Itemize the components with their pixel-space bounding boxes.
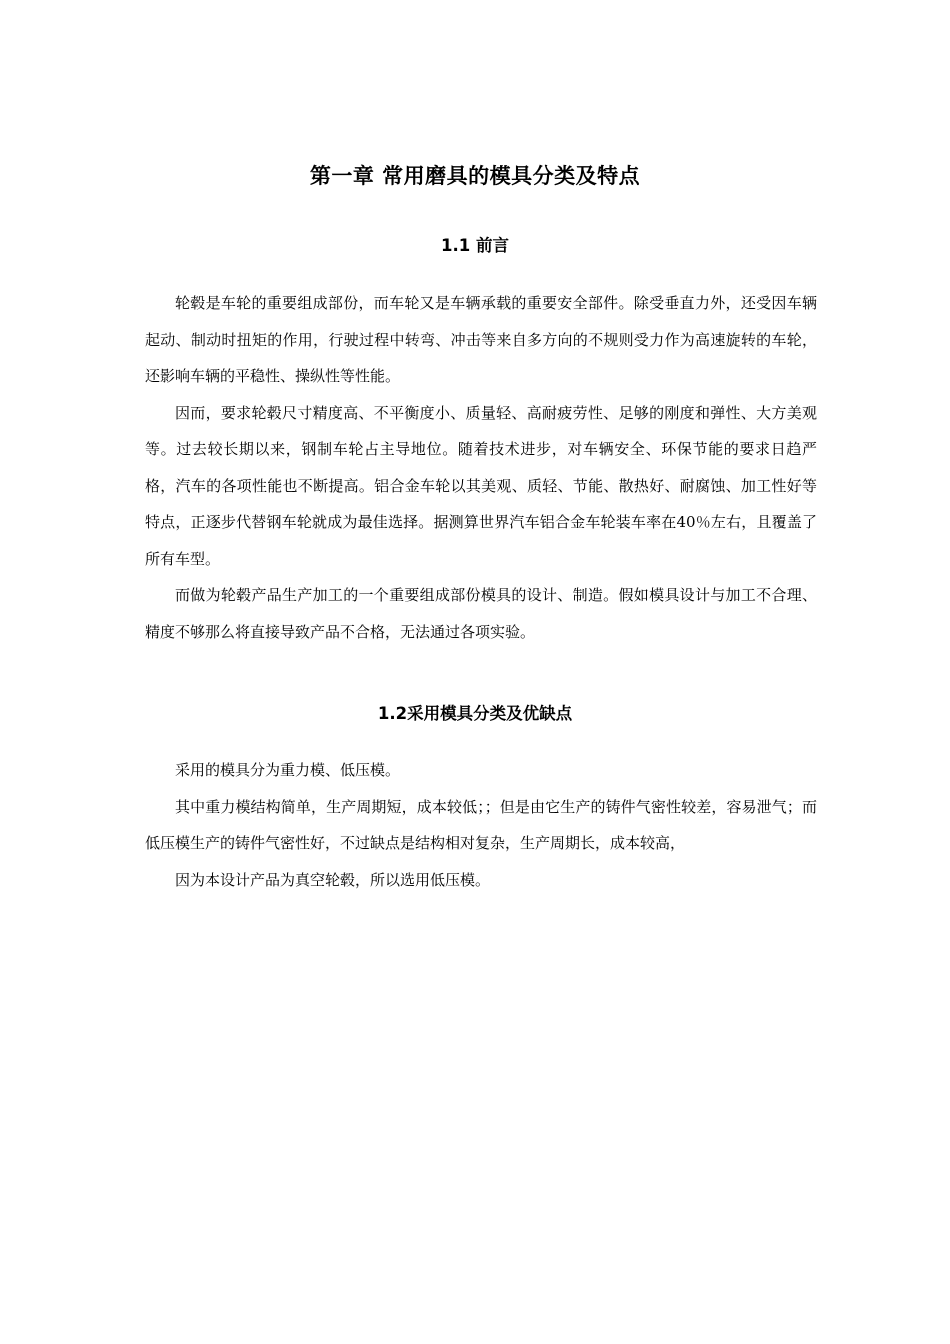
chapter-title: 第一章 常用磨具的模具分类及特点 [309,164,641,188]
paragraph: 采用的模具分为重力模、低压模。 [175,761,401,779]
section-heading-mold-types: 1.2采用模具分类及优缺点 [377,704,573,723]
section-body-preface [145,285,817,650]
section-heading-preface: 1.1 前言 [441,236,509,255]
section-body-mold-types [145,752,817,898]
paragraph: 其中重力模结构简单，生产周期短，成本较低；；但是由它生产的铸件气密性较差，容易泄气；而低压模生产的铸件气密性好，不过缺点是结构相对复杂，生产周期长，成本较高， [145,797,817,852]
paragraph: 因而，要求轮毂尺寸精度高、不平衡度小、质量轻、高耐疲劳性、足够的刚度和弹性、大方美观等。过去较长期以来，钢制车轮占主导地位。随着技术进步，对车辆安全、环保节能的要求日趋严格，汽车的各项性能也不断提高。铝合金车轮以其美观、质轻、节能、散热好、耐腐蚀、加工性好等特点，正逐步代替钢车轮就成为最佳选择。据测算世界汽车铝合金车轮装车率在40％左右，且覆盖了所有车型。 [145,403,817,568]
paragraph: 轮毂是车轮的重要组成部份，而车轮又是车辆承载的重要安全部件。除受垂直力外，还受因车辆起动、制动时扭矩的作用，行驶过程中转弯、冲击等来自多方向的不规则受力作为高速旋转的车轮，还影响车辆的平稳性、操纵性等性能。 [145,294,817,385]
paragraph: 而做为轮毂产品生产加工的一个重要组成部份模具的设计、制造。假如模具设计与加工不合理、精度不够那么将直接导致产品不合格，无法通过各项实验。 [145,586,817,641]
paragraph: 因为本设计产品为真空轮毂，所以选用低压模。 [175,870,491,889]
